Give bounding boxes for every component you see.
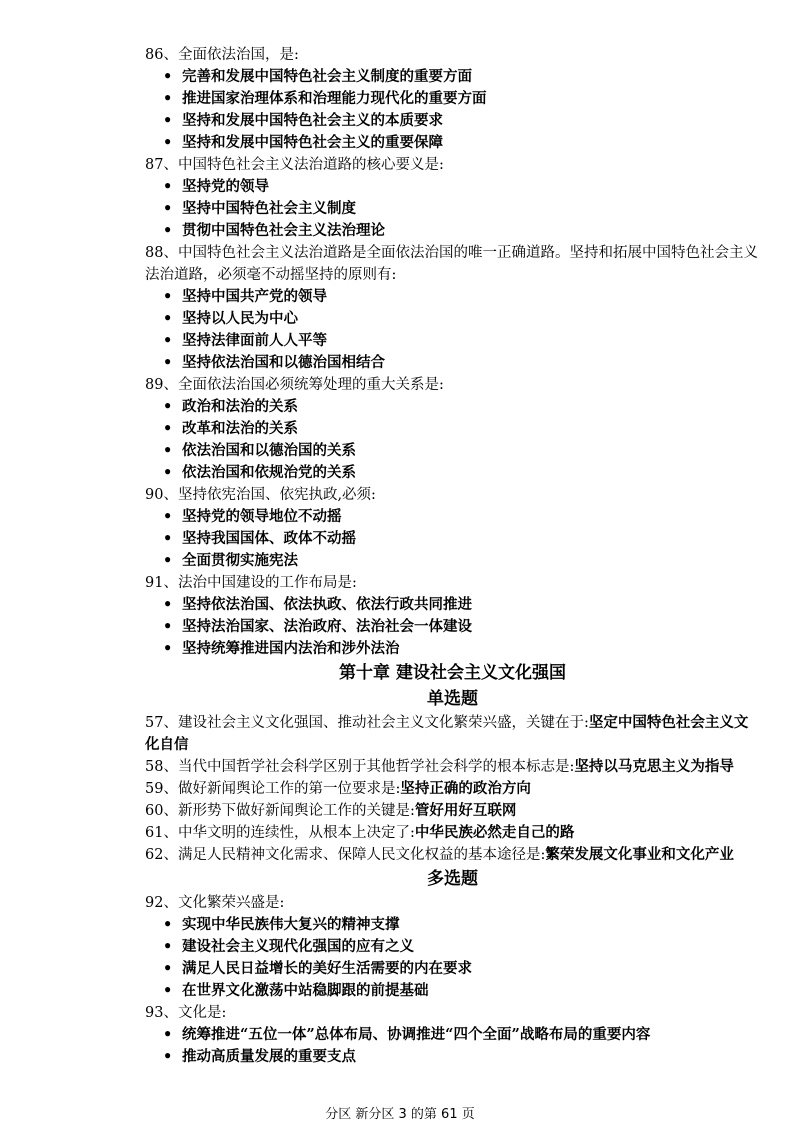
question-stem: 86、全面依法治国，是:: [145, 47, 299, 63]
option-item: • 坚持依法治国和以德治国相结合: [145, 352, 760, 374]
option-item: • 依法治国和以德治国的关系: [145, 440, 760, 462]
answer-text: 坚持正确的政治方向: [400, 780, 531, 797]
option-item: • 坚持法律面前人人平等: [145, 330, 760, 352]
question-block: [145, 242, 760, 374]
option-item: • 在世界文化激荡中站稳脚跟的前提基础: [145, 980, 760, 1002]
option-item: • 坚持以人民为中心: [145, 308, 760, 330]
option-item: • 坚持中国共产党的领导: [145, 286, 760, 308]
option-item: • 完善和发展中国特色社会主义制度的重要方面: [145, 66, 760, 88]
question-stem: 61、中华文明的连续性，从根本上决定了:: [145, 825, 415, 841]
answer-text: 繁荣发展文化事业和文化产业: [545, 846, 734, 863]
option-item: • 坚持我国国体、政体不动摇: [145, 528, 760, 550]
chapter-title: 第十章 建设社会主义文化强国: [339, 663, 566, 683]
option-item: • 依法治国和依规治党的关系: [145, 462, 760, 484]
question-block: [145, 1002, 760, 1068]
question-stem: 89、全面依法治国必须统筹处理的重大关系是:: [145, 377, 444, 393]
question-stem: 92、文化繁荣兴盛是:: [145, 895, 285, 911]
question-stem: 91、法治中国建设的工作布局是:: [145, 575, 357, 591]
page-content: [145, 44, 760, 1068]
question-stem: 62、满足人民精神文化需求、保障人民文化权益的基本途径是:: [145, 847, 546, 863]
option-item: • 坚持依法治国、依法执政、依法行政共同推进: [145, 594, 760, 616]
question-stem: 60、新形势下做好新闻舆论工作的关键是:: [145, 803, 415, 819]
section-title-single: 单选题: [427, 689, 478, 709]
question-block: [145, 892, 760, 1002]
answer-text: 坚定中国特色社会主义文化自信: [145, 714, 749, 753]
option-list: [145, 914, 760, 1002]
answer-text: 坚持以马克思主义为指导: [574, 758, 734, 775]
page-footer: 分区 新分区 3 的第 61 页: [325, 1107, 475, 1122]
answer-text: 管好用好互联网: [414, 802, 517, 819]
question-block: [145, 44, 760, 154]
single-question: [145, 844, 760, 866]
single-question: [145, 778, 760, 800]
option-list: [145, 396, 760, 484]
option-list: [145, 1024, 760, 1068]
option-item: • 坚持和发展中国特色社会主义的本质要求: [145, 110, 760, 132]
option-list: [145, 286, 760, 374]
question-block: [145, 154, 760, 242]
section-title-multi: 多选题: [427, 869, 478, 889]
question-stem: 57、建设社会主义文化强国、推动社会主义文化繁荣兴盛，关键在于:: [145, 715, 589, 731]
question-block: [145, 374, 760, 484]
option-item: • 坚持党的领导地位不动摇: [145, 506, 760, 528]
option-item: • 坚持统筹推进国内法治和涉外法治: [145, 638, 760, 660]
option-item: • 政治和法治的关系: [145, 396, 760, 418]
option-item: • 统筹推进“五位一体”总体布局、协调推进“四个全面”战略布局的重要内容: [145, 1024, 760, 1046]
answer-text: 中华民族必然走自己的路: [414, 824, 575, 841]
question-stem: 93、文化是:: [145, 1005, 227, 1021]
option-item: • 改革和法治的关系: [145, 418, 760, 440]
option-item: • 坚持和发展中国特色社会主义的重要保障: [145, 132, 760, 154]
option-item: • 贯彻中国特色社会主义法治理论: [145, 220, 760, 242]
question-block: [145, 572, 760, 660]
single-question: [145, 800, 760, 822]
single-question: [145, 712, 760, 756]
option-list: [145, 176, 760, 242]
question-stem: 58、当代中国哲学社会科学区别于其他哲学社会科学的根本标志是:: [145, 759, 575, 775]
option-list: [145, 594, 760, 660]
question-stem: 88、中国特色社会主义法治道路是全面依法治国的唯一正确道路。坚持和拓展中国特色社会主义法治道路，必须毫不动摇坚持的原则有:: [145, 245, 758, 283]
option-item: • 坚持法治国家、法治政府、法治社会一体建设: [145, 616, 760, 638]
option-item: • 坚持党的领导: [145, 176, 760, 198]
question-stem: 90、坚持依宪治国、依宪执政,必须:: [145, 487, 376, 503]
option-item: • 推动高质量发展的重要支点: [145, 1046, 760, 1068]
option-item: • 建设社会主义现代化强国的应有之义: [145, 936, 760, 958]
question-stem: 59、做好新闻舆论工作的第一位要求是:: [145, 781, 401, 797]
option-item: • 全面贯彻实施宪法: [145, 550, 760, 572]
option-item: • 坚持中国特色社会主义制度: [145, 198, 760, 220]
option-list: [145, 506, 760, 572]
option-item: • 推进国家治理体系和治理能力现代化的重要方面: [145, 88, 760, 110]
single-question: [145, 756, 760, 778]
question-block: [145, 484, 760, 572]
option-item: • 实现中华民族伟大复兴的精神支撑: [145, 914, 760, 936]
question-stem: 87、中国特色社会主义法治道路的核心要义是:: [145, 157, 444, 173]
single-question: [145, 822, 760, 844]
option-list: [145, 66, 760, 154]
option-item: • 满足人民日益增长的美好生活需要的内在要求: [145, 958, 760, 980]
